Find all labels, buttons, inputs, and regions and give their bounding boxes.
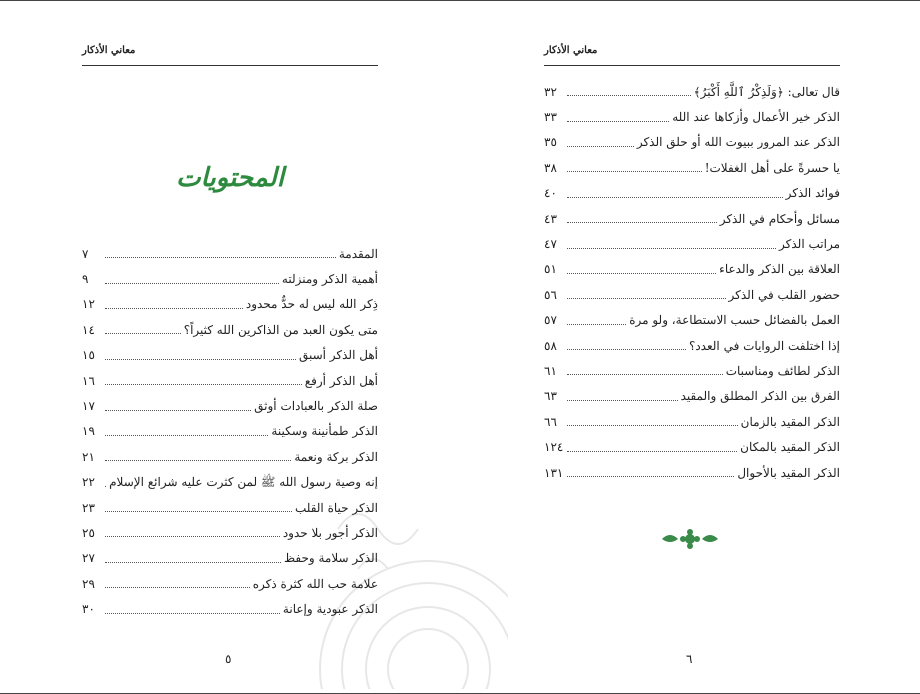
toc-entry: [82, 520, 378, 545]
toc-entry-page: ٦٣: [544, 389, 557, 404]
toc-entry-page: ١٧: [82, 399, 95, 414]
dot-leader: [105, 613, 280, 614]
toc-entry-title: أهل الذكر أرفع: [304, 373, 378, 388]
toc-entry: [544, 181, 840, 206]
toc-entry-page: ٢٢: [82, 475, 95, 490]
running-header: معاني الأذكار: [82, 45, 136, 56]
toc-entry: [544, 409, 840, 434]
toc-entry: [544, 308, 840, 333]
header-rule: [544, 65, 840, 66]
toc-entry-page: ٥٨: [544, 338, 557, 353]
toc-entry-title: الذكر المقيد بالزمان: [740, 414, 840, 429]
dot-leader: [567, 451, 737, 452]
dot-leader: [567, 374, 723, 375]
toc-entry: [82, 343, 378, 368]
header-rule: [82, 65, 378, 66]
dot-leader: [567, 146, 634, 147]
toc-entry-title: الذكر عبودية وإعانة: [282, 602, 378, 617]
toc-entry-title: العلاقة بين الذكر والدعاء: [719, 262, 840, 277]
toc-entry-page: ٢٧: [82, 551, 95, 566]
dot-leader: [105, 283, 279, 284]
dot-leader: [567, 400, 678, 401]
toc-entry-title: قال تعالى: ﴿وَلَذِكْرُ ٱللَّهِ أَكْبَرُ﴾: [693, 84, 840, 99]
dot-leader: [567, 476, 734, 477]
toc-entry: [544, 282, 840, 307]
toc-entry-page: ١٢: [82, 297, 95, 312]
toc-entry-page: ٢٥: [82, 525, 95, 540]
toc-entry-title: الذكر خير الأعمال وأزكاها عند الله: [672, 110, 840, 125]
toc-entry-title: الذكر بركة ونعمة: [294, 449, 378, 464]
toc-entry-page: ٣٣: [544, 110, 557, 125]
toc-entry: [82, 266, 378, 291]
toc-entry-page: ١٤: [82, 322, 95, 337]
page-number: ٥: [225, 652, 232, 666]
toc-entry: [82, 546, 378, 571]
toc-entry-page: ٣٥: [544, 135, 557, 150]
floral-ornament-icon: [660, 527, 720, 551]
toc-entry-page: ٥٦: [544, 287, 557, 302]
dot-leader: [105, 410, 251, 411]
toc-entry-title: الذكر عند المرور ببيوت الله أو حلق الذكر: [636, 135, 840, 150]
toc-entry-title: أهل الذكر أسبق: [298, 348, 378, 363]
toc-entry-title: الذكر المقيد بالمكان: [740, 440, 840, 455]
toc-entry-title: ذِكر الله ليس له حدٌّ محدود: [245, 297, 378, 312]
dot-leader: [567, 425, 738, 426]
toc-entry: [82, 419, 378, 444]
dot-leader: [105, 257, 336, 258]
toc-entry-title: إذا اختلفت الروايات في العدد؟: [688, 338, 840, 353]
toc-entry-page: ٢٩: [82, 576, 95, 591]
toc-entry-title: يا حسرةً على أهل الغفلات!: [704, 160, 840, 175]
toc-entry-page: ١٥: [82, 348, 95, 363]
toc-entry: [544, 206, 840, 231]
dot-leader: [105, 511, 292, 512]
toc-entry-page: ٤٣: [544, 211, 557, 226]
dot-leader: [567, 273, 716, 274]
dot-leader: [105, 359, 296, 360]
toc-entry: [82, 292, 378, 317]
toc-entry-title: الفرق بين الذكر المطلق والمقيد: [680, 389, 840, 404]
toc-entry-title: الذكر لطائف ومناسبات: [725, 363, 840, 378]
dot-leader: [105, 308, 243, 309]
toc-entry-page: ٤٧: [544, 237, 557, 252]
dot-leader: [567, 121, 669, 122]
toc-list-left: [82, 241, 378, 622]
toc-entry: [82, 596, 378, 621]
left-page: [0, 1, 460, 693]
toc-entry-title: العمل بالفضائل حسب الاستطاعة، ولو مرة: [629, 313, 840, 328]
dot-leader: [105, 486, 106, 487]
dot-leader: [105, 460, 291, 461]
toc-entry: [82, 495, 378, 520]
dot-leader: [567, 349, 686, 350]
toc-entry-page: ٦١: [544, 363, 557, 378]
toc-entry-page: ٣٠: [82, 602, 95, 617]
toc-entry-page: ٣٢: [544, 84, 557, 99]
dot-leader: [105, 435, 268, 436]
toc-entry-page: ١٦: [82, 373, 95, 388]
toc-entry-page: ٦٦: [544, 414, 557, 429]
toc-entry-page: ٥١: [544, 262, 557, 277]
toc-entry-title: إنه وصية رسول الله ﷺ لمن كثرت عليه شرائع الإسلام: [109, 475, 378, 490]
toc-entry: [82, 444, 378, 469]
toc-entry-title: أهمية الذكر ومنزلته: [281, 272, 378, 287]
toc-entry-page: ١٣١: [544, 465, 564, 480]
toc-entry: [544, 333, 840, 358]
toc-entry: [544, 358, 840, 383]
page-number: ٦: [686, 652, 693, 666]
toc-entry-page: ٩: [82, 272, 89, 287]
toc-entry-page: ٤٠: [544, 186, 557, 201]
toc-entry-page: ٣٨: [544, 160, 557, 175]
toc-entry-title: مسائل وأحكام في الذكر: [719, 211, 840, 226]
toc-entry: [544, 434, 840, 459]
dot-leader: [567, 324, 626, 325]
toc-entry-title: الذكر حياة القلب: [294, 500, 378, 515]
dot-leader: [105, 536, 280, 537]
dot-leader: [567, 298, 726, 299]
toc-entry: [82, 571, 378, 596]
toc-entry: [544, 460, 840, 485]
toc-entry-title: المقدمة: [338, 246, 378, 261]
dot-leader: [567, 171, 702, 172]
running-header: معاني الأذكار: [544, 45, 598, 56]
toc-entry-title: الذكر المقيد بالأحوال: [737, 465, 840, 480]
toc-entry-title: فوائد الذكر: [785, 186, 840, 201]
toc-entry-title: متى يكون العبد من الذاكرين الله كثيراً؟: [183, 322, 378, 337]
dot-leader: [105, 587, 250, 588]
toc-entry-page: ٥٧: [544, 313, 557, 328]
toc-entry-page: ١٢٤: [544, 440, 564, 455]
toc-entry-title: الذكر سلامة وحفظ: [283, 551, 378, 566]
toc-list-right: [544, 79, 840, 485]
toc-entry-title: الذكر طمأنينة وسكينة: [271, 424, 378, 439]
dot-leader: [567, 248, 776, 249]
toc-entry: [544, 79, 840, 104]
toc-entry-title: علامة حب الله كثرة ذكره: [252, 576, 378, 591]
toc-entry: [82, 393, 378, 418]
toc-entry-title: حضور القلب في الذكر: [728, 287, 840, 302]
dot-leader: [567, 197, 783, 198]
dot-leader: [105, 562, 281, 563]
toc-entry: [544, 130, 840, 155]
toc-entry-title: صلة الذكر بالعبادات أوثق: [254, 399, 378, 414]
toc-entry-page: ٢٣: [82, 500, 95, 515]
toc-entry: [544, 155, 840, 180]
toc-entry: [82, 470, 378, 495]
dot-leader: [105, 333, 181, 334]
toc-entry-page: ٧: [82, 246, 89, 261]
dot-leader: [567, 95, 691, 96]
toc-entry-title: الذكر أجور بلا حدود: [282, 525, 378, 540]
right-page: [460, 1, 920, 693]
toc-entry: [82, 241, 378, 266]
dot-leader: [105, 384, 302, 385]
toc-entry: [82, 368, 378, 393]
toc-entry-page: ١٩: [82, 424, 95, 439]
toc-entry: [544, 384, 840, 409]
toc-entry-title: مراتب الذكر: [779, 237, 840, 252]
toc-entry: [544, 257, 840, 282]
toc-entry: [544, 104, 840, 129]
dot-leader: [567, 222, 717, 223]
toc-entry-page: ٢١: [82, 449, 95, 464]
toc-entry: [544, 231, 840, 256]
toc-entry: [82, 317, 378, 342]
contents-title: المحتويات: [176, 163, 284, 193]
